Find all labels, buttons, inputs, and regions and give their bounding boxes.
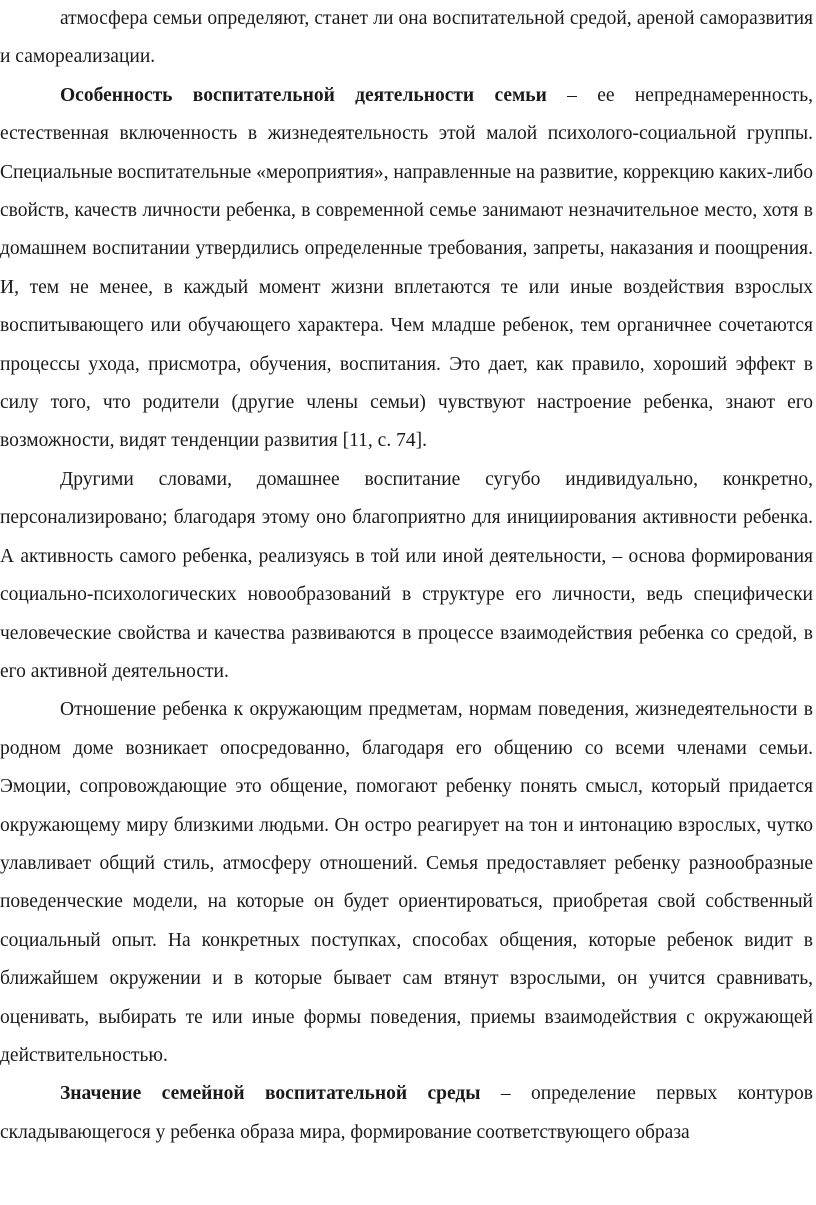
paragraph-intro-continuation: [0, 0, 813, 77]
paragraph-bold-term: Значение семейной воспитательной среды: [60, 1083, 481, 1105]
paragraph-text: Отношение ребенка к окружающим предметам, нормам поведения, жизнедеятельности в родном доме возникает опосредованно, благодаря его общению со всеми членами семьи. Эмоции, сопровождающие это общение, помогают ребенку понять смысл, который придается окружающему миру близкими людьми. Он остро реагирует на тон и интонацию взрослых, чутко улавливает общий стиль, атмосферу отношений. Семья предоставляет ребенку разнообразные поведенческие модели, на которые он будет ориентироваться, приобретая свой собственный социальный опыт. На конкретных поступках, способах общения, которые ребенок видит в ближайшем окружении и в которые бывает сам втянут взрослыми, он учится сравнивать, оценивать, выбирать те или иные формы поведения, приемы взаимодействия с окружающей действительностью.: [0, 699, 813, 1066]
paragraph-family-environment: [0, 1075, 813, 1152]
paragraph-home-upbringing: [0, 461, 813, 691]
paragraph-text: атмосфера семьи определяют, станет ли она воспитательной средой, ареной саморазвития и самореализации.: [0, 8, 813, 68]
paragraph-child-attitude: [0, 691, 813, 1075]
paragraph-text: – ее непреднамеренность, естественная включенность в жизнедеятельность этой малой психолого-социальной группы. Специальные воспитательные «мероприятия», направленные на развитие, коррекцию каких-либо свойств, качеств личности ребенка, в современной семье занимают незначительное место, хотя в домашнем воспитании утвердились определенные требования, запреты, наказания и поощрения. И, тем не менее, в каждый момент жизни вплетаются те или иные воздействия взрослых воспитывающего или обучающего характера. Чем младше ребенок, тем органичнее сочетаются процессы ухода, присмотра, обучения, воспитания. Это дает, как правило, хороший эффект в силу того, что родители (другие члены семьи) чувствуют настроение ребенка, знают его возможности, видят тенденции развития [11, с. 74].: [0, 84, 813, 452]
paragraph-text: – определение первых контуров складывающегося у ребенка образа мира, формирование соответствующего образа: [0, 1083, 813, 1143]
paragraph-text: Другими словами, домашнее воспитание сугубо индивидуально, конкретно, персонализировано; благодаря этому оно благоприятно для инициирования активности ребенка. А активность самого ребенка, реализуясь в той или иной деятельности, – основа формирования социально-психологических новообразований в структуре его личности, ведь специфически человеческие свойства и качества развиваются в процессе взаимодействия ребенка со средой, в его активной деятельности.: [0, 468, 813, 682]
paragraph-bold-term: Особенность воспитательной деятельности семьи: [60, 84, 547, 106]
paragraph-family-activity: [0, 77, 813, 461]
